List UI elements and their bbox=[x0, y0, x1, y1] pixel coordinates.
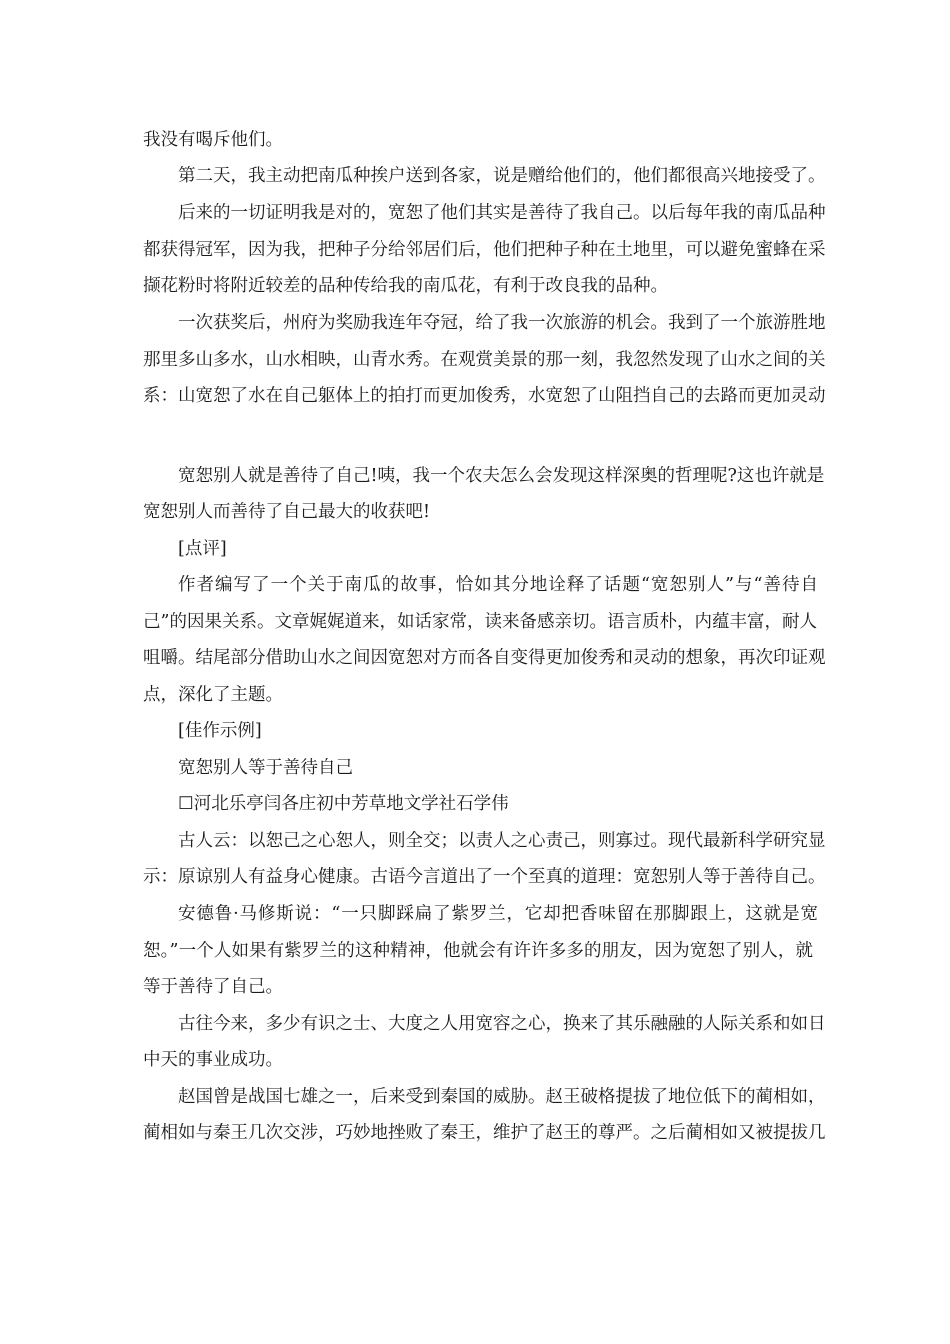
text-line: 我没有喝斥他们。 bbox=[143, 130, 283, 150]
text-line: 后来的一切证明我是对的，宽恕了他们其实是善待了我自己。以后每年我的南瓜品种 bbox=[178, 203, 826, 223]
section-label: [点评] bbox=[178, 539, 227, 559]
text-line: 都获得冠军，因为我，把种子分给邻居们后，他们把种子种在土地里，可以避免蜜蜂在采 bbox=[143, 240, 826, 260]
text-line: 那里多山多水，山水相映，山青水秀。在观赏美景的那一刻，我忽然发现了山水之间的关 bbox=[143, 350, 826, 370]
text-line: 安德鲁·马修斯说：“一只脚踩扁了紫罗兰，它却把香味留在那脚跟上，这就是宽 bbox=[178, 904, 818, 924]
text-line: 宽恕别人就是善待了自己!咦，我一个农夫怎么会发现这样深奥的哲理呢?这也许就是 bbox=[178, 466, 825, 486]
essay-title: 宽恕别人等于善待自己 bbox=[178, 758, 353, 778]
text-line: 示：原谅别人有益身心健康。古语今言道出了一个至真的道理：宽恕别人等于善待自己。 bbox=[143, 867, 826, 887]
text-line: 第二天，我主动把南瓜种挨户送到各家，说是赠给他们的，他们都很高兴地接受了。 bbox=[178, 166, 826, 186]
text-line: 古人云：以恕己之心恕人，则全交；以责人之心责己，则寡过。现代最新科学研究显 bbox=[178, 831, 826, 851]
text-line: 撷花粉时将附近较差的品种传给我的南瓜花，有利于改良我的品种。 bbox=[143, 276, 668, 296]
text-line: 蔺相如与秦王几次交涉，巧妙地挫败了秦王，维护了赵王的尊严。之后蔺相如又被提拔几 bbox=[143, 1123, 826, 1143]
text-line: 咀嚼。结尾部分借助山水之间因宽恕对方而各自变得更加俊秀和灵动的想象，再次印证观 bbox=[143, 648, 826, 668]
text-line: 系：山宽恕了水在自己躯体上的拍打而更加俊秀，水宽恕了山阻挡自己的去路而更加灵动 bbox=[143, 386, 826, 406]
text-line: 古往今来，多少有识之士、大度之人用宽容之心，换来了其乐融融的人际关系和如日 bbox=[178, 1014, 826, 1034]
text-line: 作者编写了一个关于南瓜的故事，恰如其分地诠释了话题“宽恕别人”与“善待自 bbox=[178, 575, 818, 595]
text-line: 中天的事业成功。 bbox=[143, 1050, 283, 1070]
section-label: [佳作示例] bbox=[178, 721, 262, 741]
text-line: 宽恕别人而善待了自己最大的收获吧! bbox=[143, 502, 431, 522]
text-line: 点，深化了主题。 bbox=[143, 685, 283, 705]
text-line: 赵国曾是战国七雄之一，后来受到秦国的威胁。赵王破格提拔了地位低下的蔺相如， bbox=[178, 1087, 826, 1107]
essay-author: ☐河北乐亭闫各庄初中芳草地文学社石学伟 bbox=[178, 794, 509, 814]
text-line: 一次获奖后，州府为奖励我连年夺冠，给了我一次旅游的机会。我到了一个旅游胜地 bbox=[178, 313, 826, 333]
text-line: 恕。”一个人如果有紫罗兰的这种精神，他就会有许许多多的朋友，因为宽恕了别人，就 bbox=[143, 941, 813, 961]
text-line: 己”的因果关系。文章娓娓道来，如话家常，读来备感亲切。语言质朴，内蕴丰富，耐人 bbox=[143, 612, 817, 632]
text-line: 等于善待了自己。 bbox=[143, 977, 283, 997]
